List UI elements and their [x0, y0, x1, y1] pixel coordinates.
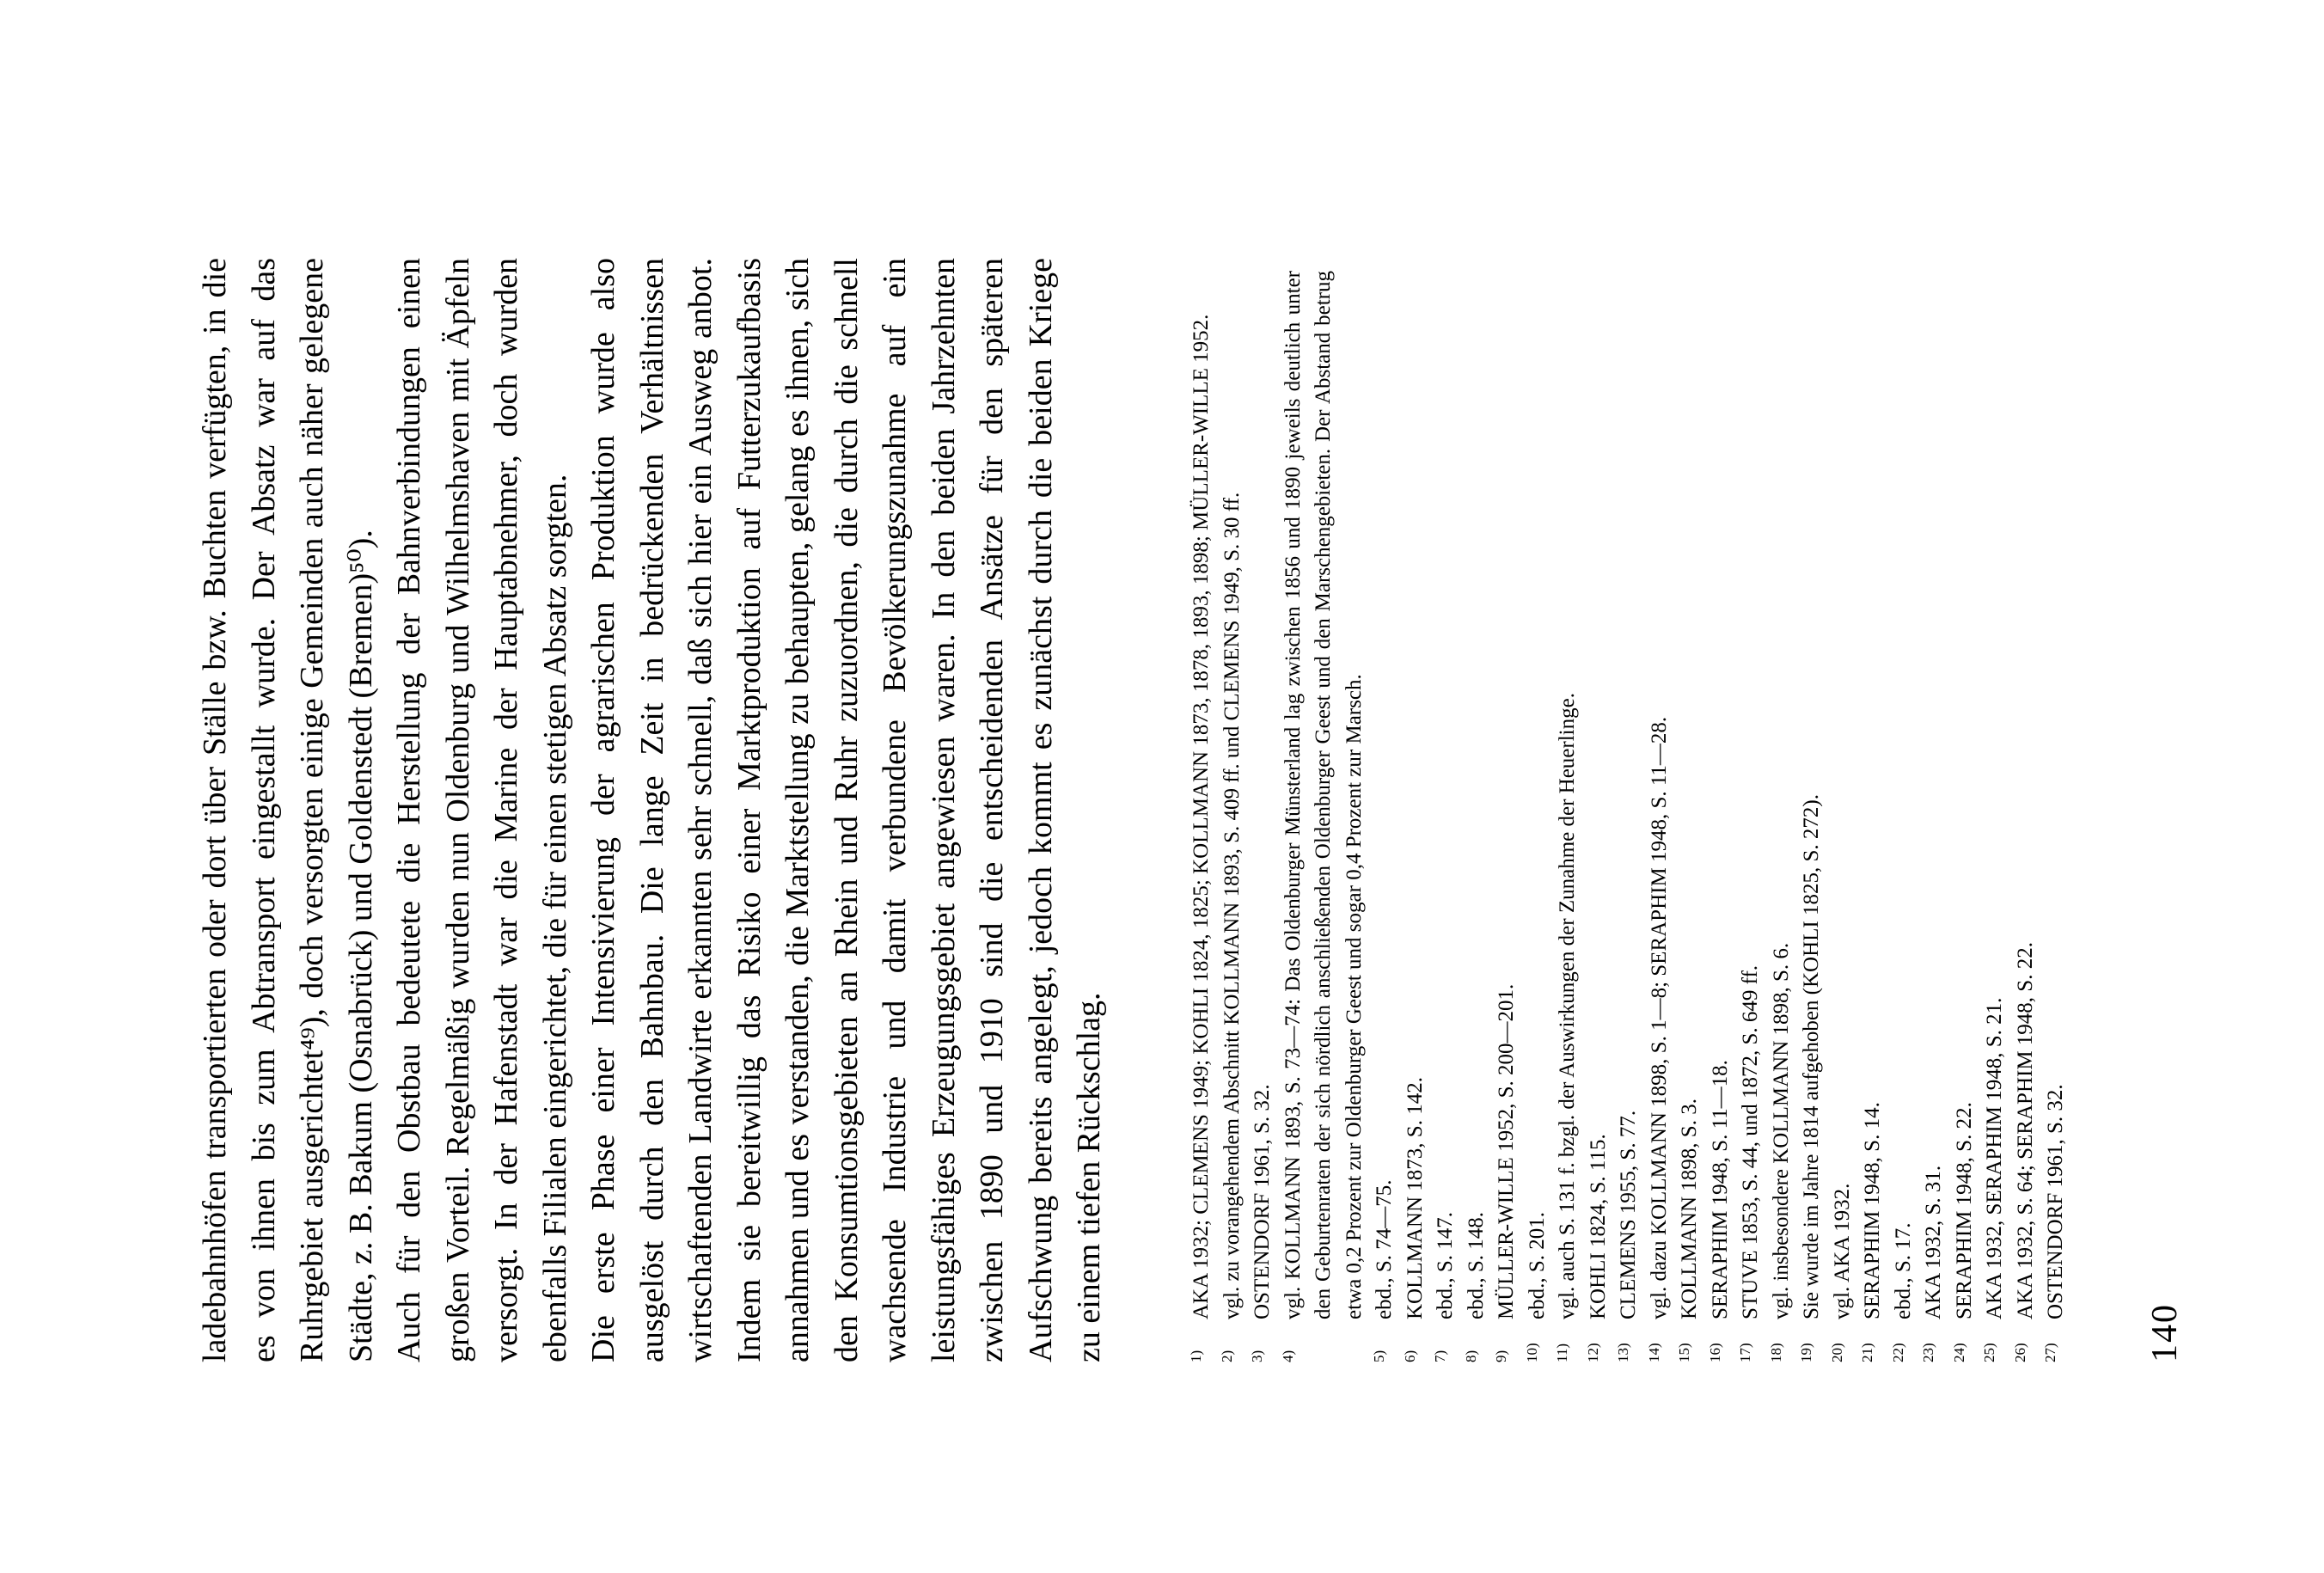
footnote-text: ebd., S. 147.	[1434, 1212, 1457, 1319]
footnote-text: AKA 1932; CLEMENS 1949; KOHLI 1824, 1825; KOLLMANN 1873, 1878, 1893, 1898; MÜLLER-WILLE 1952.	[1190, 314, 1213, 1319]
footnote	[1522, 271, 1553, 1362]
footnote	[1644, 271, 1675, 1362]
footnote	[1461, 271, 1492, 1362]
footnote-mark: 16)	[1706, 1343, 1723, 1362]
footnote-text: OSTENDORF 1961, S. 32.	[1251, 1084, 1274, 1319]
footnote-text: SERAPHIM 1948, S. 22.	[1952, 1102, 1976, 1319]
footnote-text: MÜLLER-WILLE 1952, S. 200—201.	[1495, 983, 1518, 1319]
footnote	[1278, 271, 1370, 1362]
footnote-text: vgl. zu vorangehendem Abschnitt KOLLMANN 1893, S. 409 ff. und CLEMENS 1949, S. 30 ff.	[1220, 492, 1244, 1319]
footnote-mark: 20)	[1828, 1343, 1845, 1362]
footnote-text: vgl. AKA 1932.	[1830, 1183, 1854, 1319]
footnote	[1217, 271, 1248, 1362]
footnote-mark: 14)	[1645, 1343, 1662, 1362]
footnote-mark: 3)	[1249, 1350, 1265, 1362]
footnote-mark: 21)	[1859, 1343, 1875, 1362]
footnote-mark: 4)	[1279, 1350, 1296, 1362]
footnote-mark: 11)	[1554, 1343, 1570, 1362]
footnote-mark: 12)	[1584, 1343, 1601, 1362]
footnote-mark: 27)	[2042, 1343, 2058, 1362]
footnote	[1247, 271, 1278, 1362]
footnote	[1827, 271, 1858, 1362]
footnote-mark: 13)	[1615, 1343, 1631, 1362]
footnote-mark: 15)	[1676, 1343, 1692, 1362]
footnote	[1918, 271, 1949, 1362]
footnote	[2010, 271, 2041, 1362]
footnote-mark: 26)	[2011, 1343, 2028, 1362]
footnote	[1552, 271, 1583, 1362]
main-text	[191, 258, 1114, 1362]
footnote-text: AKA 1932, SERAPHIM 1948, S. 21.	[1983, 997, 2006, 1319]
footnote	[1674, 271, 1705, 1362]
footnote	[1857, 271, 1888, 1362]
footnote-text: ebd., S. 74—75.	[1373, 1179, 1396, 1319]
footnote-mark: 9)	[1493, 1350, 1509, 1362]
footnote-mark: 10)	[1523, 1343, 1540, 1362]
footnote-mark: 2)	[1218, 1350, 1235, 1362]
footnote	[1186, 271, 1217, 1362]
footnote	[1430, 271, 1461, 1362]
footnote-mark: 17)	[1737, 1343, 1753, 1362]
paragraph: ladebahnhöfen transportierten oder dort über Ställe bzw. Buchten verfügten, in die es von ihnen bis zum Abtransport eingestallt wurde. Der Absatz war auf das Ruhrgebiet ausgerichtet⁴⁹), doch versorgten einige Gemeinden auch näher gelegene Städte, z. B. Bakum (Osnabrück) und Goldenstedt (Bremen)⁵⁰).	[197, 258, 379, 1362]
footnote-mark: 18)	[1767, 1343, 1784, 1362]
footnote-mark: 5)	[1371, 1350, 1387, 1362]
footnote-text: SERAPHIM 1948, S. 11—18.	[1708, 1060, 1732, 1319]
footnote-text: ebd., S. 17.	[1891, 1222, 1915, 1319]
footnote-text: vgl. insbesondere KOLLMANN 1898, S. 6.	[1769, 942, 1793, 1319]
footnote-text: KOHLI 1824, S. 115.	[1586, 1134, 1610, 1319]
footnote	[1796, 271, 1827, 1362]
footnote-text: vgl. KOLLMANN 1893, S. 73—74: Das Oldenburger Münsterland lag zwischen 1856 und 1890 jeweils deutlich unter den Geburtenraten der sich nördlich anschließenden Oldenburger Geest und den Marschengebieten. Der Abstand betrug etwa 0,2 Prozent zur Oldenburger Geest und sogar 0,4 Prozent zur Marsch.	[1281, 271, 1366, 1319]
footnote	[1369, 271, 1400, 1362]
footnote-text: AKA 1932, S. 64; SERAPHIM 1948, S. 22.	[2013, 942, 2037, 1319]
footnote	[1583, 271, 1614, 1362]
footnote-text: KOLLMANN 1898, S. 3.	[1678, 1099, 1701, 1319]
footnote-text: ebd., S. 201.	[1525, 1212, 1549, 1319]
footnotes-list	[1186, 271, 2071, 1362]
footnote-mark: 7)	[1432, 1350, 1448, 1362]
paragraph: Die erste Phase einer Intensivierung der agrarischen Produktion wurde also ausgelöst durch den Bahnbau. Die lange Zeit in bedrückenden Verhältnissen wirtschaftenden Landwirte erkannten sehr schnell, daß sich hier ein Ausweg anbot. Indem sie bereitwillig das Risiko einer Marktproduktion auf Futterzukaufbasis annahmen und es verstanden, die Marktstellung zu behaupten, gelang es ihnen, sich den Konsumtionsgebieten an Rhein und Ruhr zuzuordnen, die durch die schnell wachsende Industrie und damit verbundene Bevölkerungszunahme auf ein leistungsfähiges Erzeugungsgebiet angewiesen waren. In den beiden Jahrzehnten zwischen 1890 und 1910 sind die entscheidenden Ansätze für den späteren Aufschwung bereits angelegt, jedoch kommt es zunächst durch die beiden Kriege zu einem tiefen Rückschlag.	[585, 258, 1107, 1362]
footnote-mark: 22)	[1889, 1343, 1906, 1362]
footnote	[1766, 271, 1797, 1362]
footnote	[1613, 271, 1644, 1362]
footnote	[1735, 271, 1766, 1362]
footnote	[1888, 271, 1919, 1362]
footnote	[1705, 271, 1736, 1362]
footnote-mark: 8)	[1462, 1350, 1479, 1362]
footnote	[1979, 271, 2010, 1362]
page-number: 140	[2145, 1303, 2185, 1362]
footnote-text: CLEMENS 1955, S. 77.	[1617, 1110, 1640, 1319]
footnote-mark: 25)	[1981, 1343, 1997, 1362]
footnote	[1400, 271, 1431, 1362]
footnote-mark: 19)	[1798, 1343, 1814, 1362]
footnote-mark: 24)	[1950, 1343, 1967, 1362]
footnote	[1491, 271, 1522, 1362]
footnote-text: AKA 1932, S. 31.	[1922, 1165, 1945, 1319]
footnote	[2040, 271, 2071, 1362]
footnote-text: KOLLMANN 1873, S. 142.	[1403, 1077, 1427, 1319]
footnote-text: ebd., S. 148.	[1464, 1212, 1488, 1319]
footnote-text: STUVE 1853, S. 44, und 1872, S. 649 ff.	[1739, 964, 1762, 1319]
footnote-text: vgl. dazu KOLLMANN 1898, S. 1—8; SERAPHIM 1948, S. 11—28.	[1647, 716, 1671, 1319]
footnote-text: vgl. auch S. 131 f. bzgl. der Auswirkungen der Zunahme der Heuerlinge.	[1556, 693, 1579, 1319]
footnote-text: SERAPHIM 1948, S. 14.	[1861, 1102, 1884, 1319]
footnote-mark: 23)	[1920, 1343, 1936, 1362]
footnote-text: OSTENDORF 1961, S. 32.	[2044, 1084, 2067, 1319]
footnote	[1949, 271, 1980, 1362]
footnote-mark: 6)	[1401, 1350, 1418, 1362]
paragraph: Auch für den Obstbau bedeutete die Herstellung der Bahnverbindungen einen großen Vorteil. Regelmäßig wurden nun Oldenburg und Wilhelmshaven mit Äpfeln versorgt. In der Hafenstadt war die Marine der Hauptabnehmer, doch wurden ebenfalls Filialen eingerichtet, die für einen stetigen Absatz sorgten.	[391, 258, 573, 1362]
footnote-mark: 1)	[1188, 1350, 1204, 1362]
footnote-text: Sie wurde im Jahre 1814 aufgehoben (KOHLI 1825, S. 272).	[1800, 794, 1823, 1319]
